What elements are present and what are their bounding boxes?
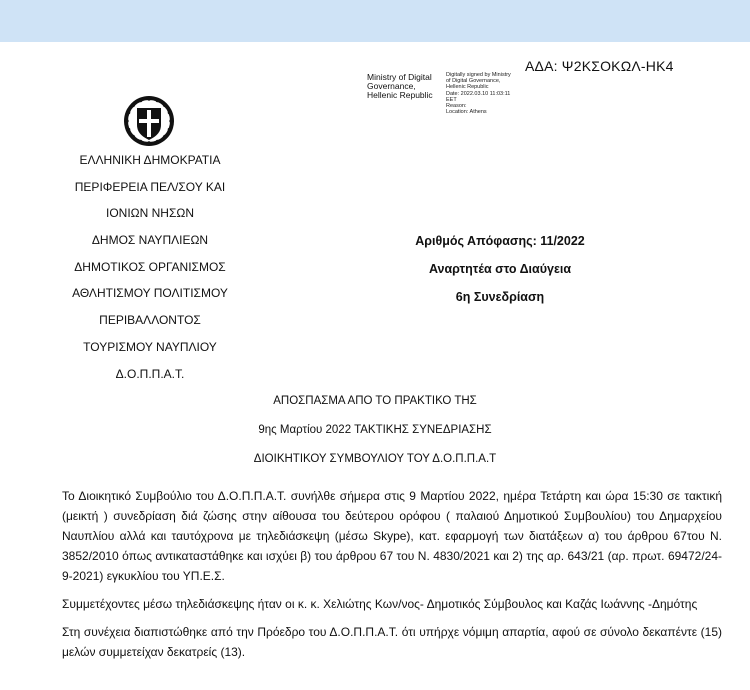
top-toolbar-strip [0, 0, 750, 42]
org-line: ΠΕΡΙΒΑΛΛΟΝΤΟΣ [99, 313, 201, 328]
body-paragraph: Συμμετέχοντες μέσω τηλεδιάσκεψης ήταν οι κ. κ. Χελιώτης Κων/νος- Δημοτικός Σύμβουλος και Καζάς Ιωάννης -Δημότης [62, 597, 698, 611]
digital-signature-signer [367, 73, 433, 100]
org-line: Δ.Ο.Π.Π.Α.Τ. [115, 366, 185, 381]
digital-signature-details [446, 72, 511, 115]
body-paragraph: Το Διοικητικό Συμβούλιο του Δ.Ο.Π.Π.Α.Τ. συνήλθε σήμερα στις 9 Μαρτίου 2022, ημέρα Τετάρτη και ώρα 15:30 σε τακτική (μεικτή ) συνεδρίαση διά ζώσης στην αίθουσα του δεύτερου ορόφου ( παλαιού Δημοτικού Συμβουλίου) του Δημαρχείου Ναυπλίου αλλά και ταυτόχρονα με τηλεδιάσκεψη (μέσω Skype), κατ. εφαρμογή των διατάξεων α) του άρθρου 67του Ν. 3852/2010 όπως αντικαταστάθηκε και ισχύει β) του άρθρου 67 του Ν. 4830/2021 και 2) της αρ. 643/21 (αρ. πρωτ. 69472/24-9-2021) εγκυκλίου του ΥΠ.Ε.Σ. [62, 489, 722, 583]
signature-detail-line: Location: Athens [446, 109, 487, 116]
body-paragraph: Στη συνέχεια διαπιστώθηκε από την Πρόεδρο του Δ.Ο.Π.Π.Α.Τ. ότι υπήρχε νόμιμη απαρτία, αφού σε σύνολο δεκαπέντε (15) μελών συμμετείχαν δεκατρείς (13). [62, 625, 722, 659]
document-body [62, 486, 722, 670]
ada-code: ΑΔΑ: Ψ2ΚΣΟΚΩΛ-ΗΚ4 [525, 58, 674, 74]
decision-session: 6η Συνεδρίαση [455, 290, 545, 304]
signature-detail-line: Reason: [446, 103, 467, 110]
decision-number: Αριθμός Απόφασης: 11/2022 [415, 234, 585, 248]
org-line: ΙΟΝΙΩΝ ΝΗΣΩΝ [105, 206, 195, 221]
decision-block [380, 232, 620, 316]
signature-detail-line: Digitally signed by Ministry [446, 72, 511, 78]
greek-coat-of-arms-icon [123, 95, 175, 147]
signature-detail-line: Hellenic Republic [446, 84, 489, 91]
decision-publish-note: Αναρτητέα στο Διαύγεια [428, 262, 572, 276]
org-line: ΠΕΡΙΦΕΡΕΙΑ ΠΕΛ/ΣΟΥ ΚΑΙ [74, 179, 226, 194]
excerpt-line: ΔΙΟΙΚΗΤΙΚΟΥ ΣΥΜΒΟΥΛΙΟΥ ΤΟΥ Δ.Ο.Π.Π.Α.Τ [253, 453, 497, 465]
excerpt-line: ΑΠΟΣΠΑΣΜΑ ΑΠΟ ΤΟ ΠΡΑΚΤΙΚΟ ΤΗΣ [273, 395, 477, 407]
org-line: ΔΗΜΟΣ ΝΑΥΠΛΙΕΩΝ [91, 233, 209, 248]
org-line: ΕΛΛΗΝΙΚΗ ΔΗΜΟΚΡΑΤΙΑ [79, 153, 221, 167]
signer-line: Ministry of Digital [367, 72, 432, 82]
org-line: ΤΟΥΡΙΣΜΟΥ ΝΑΥΠΛΙΟΥ [83, 339, 217, 354]
signature-detail-line: EET [446, 96, 457, 103]
excerpt-heading [0, 392, 750, 479]
signer-line: Hellenic Republic [367, 90, 433, 100]
signer-line: Governance, [367, 81, 416, 91]
org-line: ΔΗΜΟΤΙΚΟΣ ΟΡΓΑΝΙΣΜΟΣ [74, 259, 226, 274]
signature-detail-line: Date: 2022.03.10 11:03:11 [446, 90, 511, 97]
org-line: ΑΘΛΗΤΙΣΜΟΥ ΠΟΛΙΤΙΣΜΟΥ [72, 286, 228, 301]
excerpt-line: 9ης Μαρτίου 2022 ΤΑΚΤΙΚΗΣ ΣΥΝΕΔΡΙΑΣΗΣ [258, 424, 492, 436]
issuing-organization [20, 150, 280, 390]
signature-detail-line: of Digital Governance, [446, 78, 501, 85]
